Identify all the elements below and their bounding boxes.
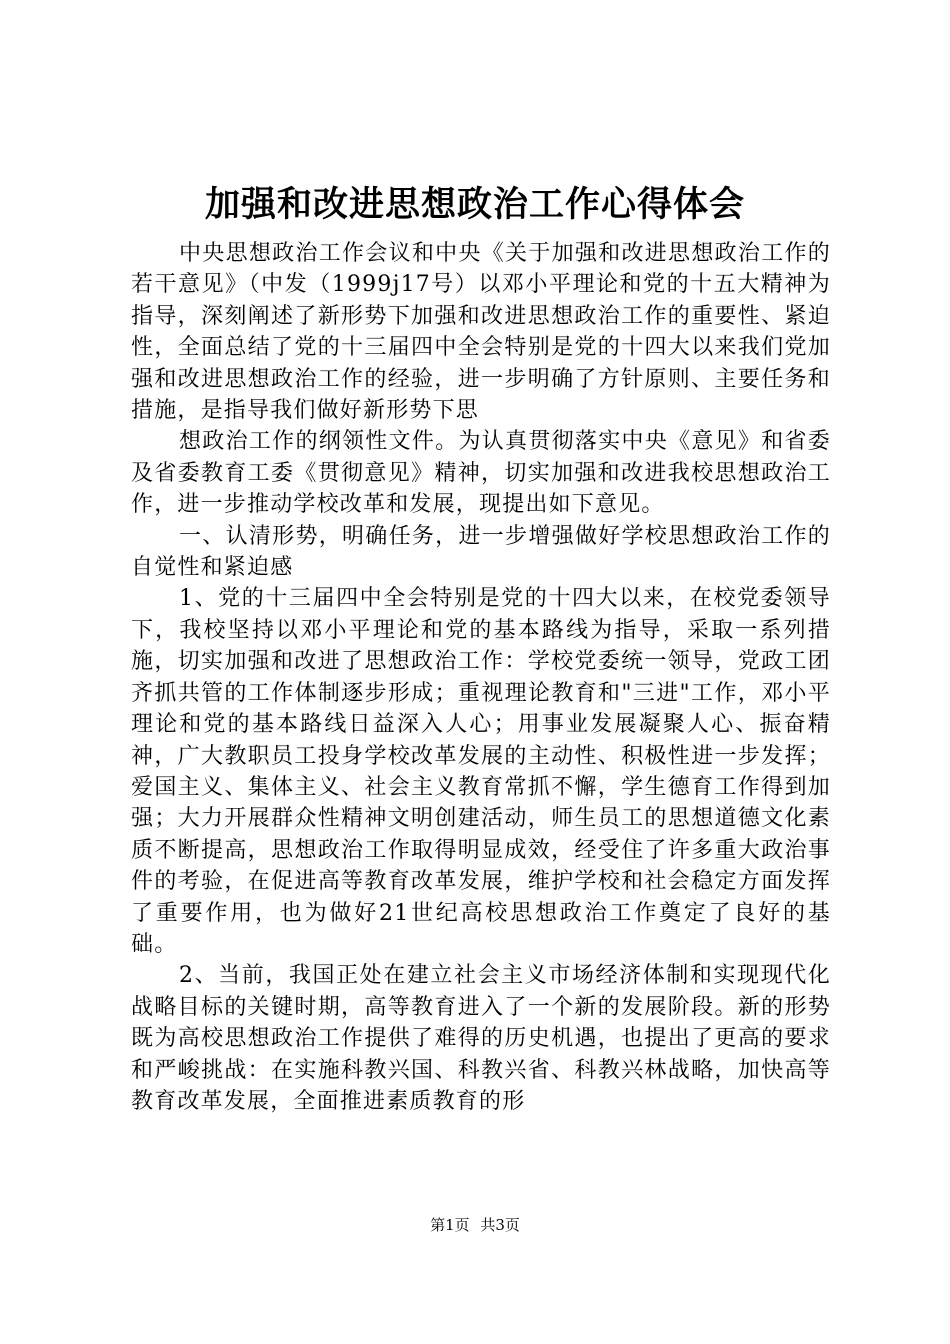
paragraph: 1、党的十三届四中全会特别是党的十四大以来，在校党委领导下，我校坚持以邓小平理论和党的基本路线为指导，采取一系列措施，切实加强和改进了思想政治工作：学校党委统一领导，党政工团齐抓共管的工作体制逐步形成；重视理论教育和"三进"工作，邓小平理论和党的基本路线日益深入人心；用事业发展凝聚人心、振奋精神，广大教职员工投身学校改革发展的主动性、积极性进一步发挥；爱国主义、集体主义、社会主义教育常抓不懈，学生德育工作得到加强；大力开展群众性精神文明创建活动，师生员工的思想道德文化素质不断提高，思想政治工作取得明显成效，经受住了许多重大政治事件的考验，在促进高等教育改革发展，维护学校和社会稳定方面发挥了重要作用，也为做好21世纪高校思想政治工作奠定了良好的基础。 xyxy=(131,586,831,957)
paragraph: 中央思想政治工作会议和中央《关于加强和改进思想政治工作的若干意见》（中发（1999j17号）以邓小平理论和党的十五大精神为指导，深刻阐述了新形势下加强和改进思想政治工作的重要性、紧迫性，全面总结了党的十三届四中全会特别是党的十四大以来我们党加强和改进思想政治工作的经验，进一步明确了方针原则、主要任务和措施，是指导我们做好新形势下思 xyxy=(131,241,831,424)
document-title: 加强和改进思想政治工作心得体会 xyxy=(204,184,745,225)
section-heading: 一、认清形势，明确任务，进一步增强做好学校思想政治工作的自觉性和紧迫感 xyxy=(131,523,831,581)
page-number: 第1页 xyxy=(430,1216,470,1234)
paragraph: 2、当前，我国正处在建立社会主义市场经济体制和实现现代化战略目标的关键时期，高等教育进入了一个新的发展阶段。新的形势既为高校思想政治工作提供了难得的历史机遇，也提出了更高的要求和严峻挑战：在实施科教兴国、科教兴省、科教兴林战略，加快高等教育改革发展，全面推进素质教育的形 xyxy=(131,963,831,1114)
paragraph: 想政治工作的纲领性文件。为认真贯彻落实中央《意见》和省委及省委教育工委《贯彻意见》精神，切实加强和改进我校思想政治工作，进一步推动学校改革和发展，现提出如下意见。 xyxy=(131,429,831,518)
page-total: 共3页 xyxy=(480,1216,520,1234)
document-body xyxy=(131,238,831,1117)
page-footer xyxy=(0,1215,950,1235)
